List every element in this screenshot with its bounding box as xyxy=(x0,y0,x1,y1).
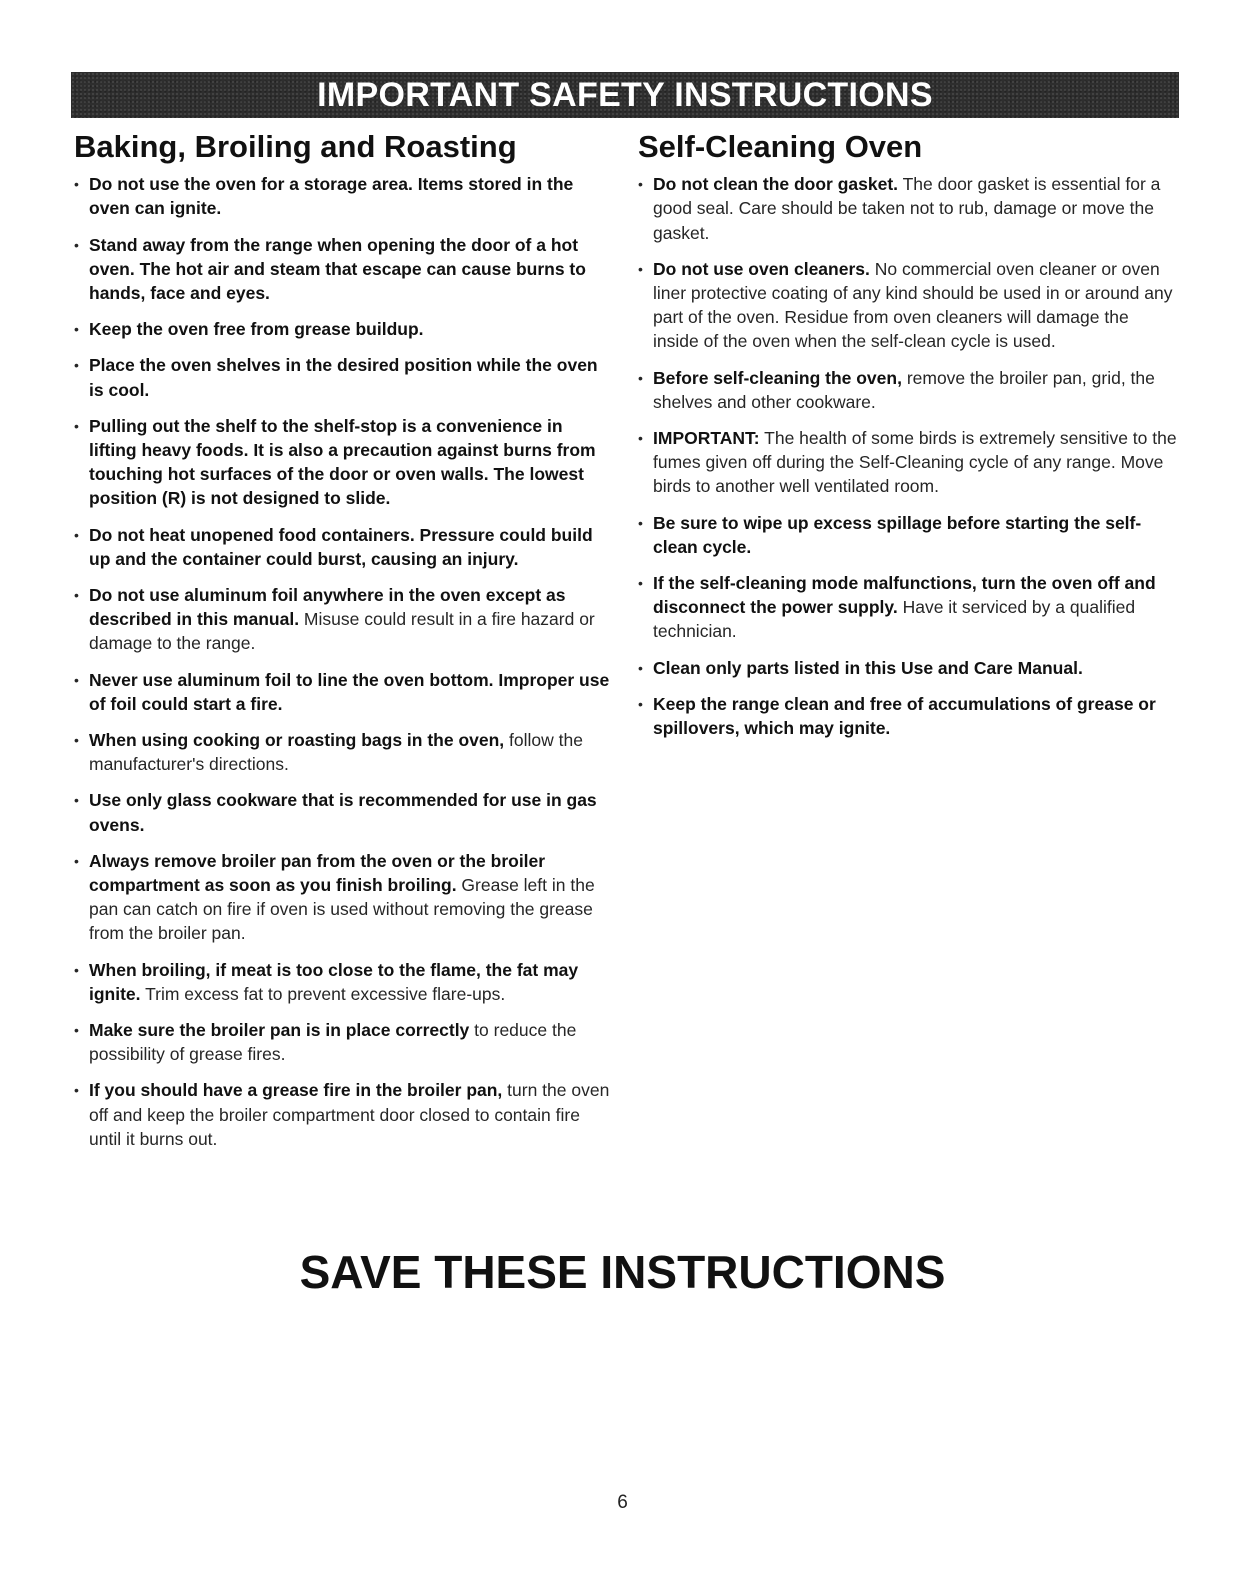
bullet-icon: • xyxy=(74,671,79,688)
instruction-item xyxy=(74,1078,614,1151)
instruction-item xyxy=(638,366,1178,414)
instruction-item xyxy=(74,728,614,776)
instruction-bold-text: IMPORTANT: xyxy=(653,428,760,449)
instruction-text: to reduce the possibility of grease fires. xyxy=(89,1020,577,1065)
instruction-bold-text: Pulling out the shelf to the shelf-stop is a convenience in lifting heavy foods. It is also a precaution against burns from touching hot surfaces of the door or oven walls. The lowest position (R) is not designed to slide. xyxy=(89,415,596,509)
instruction-bold-text: Be sure to wipe up excess spillage before starting the self-clean cycle. xyxy=(653,512,1142,557)
instruction-item xyxy=(74,523,614,571)
instruction-bold-text: Clean only parts listed in this Use and Care Manual. xyxy=(653,657,1083,678)
bullet-icon: • xyxy=(638,695,643,712)
instruction-bold-text: Do not use the oven for a storage area. Items stored in the oven can ignite. xyxy=(89,174,574,219)
bullet-icon: • xyxy=(74,852,79,869)
instruction-bold-text: When using cooking or roasting bags in the oven, xyxy=(89,730,505,751)
bullet-icon: • xyxy=(638,260,643,277)
baking-broiling-roasting-section xyxy=(74,128,614,1163)
save-these-instructions: SAVE THESE INSTRUCTIONS xyxy=(299,1246,946,1298)
bullet-icon: • xyxy=(638,575,643,592)
instruction-item xyxy=(638,172,1178,245)
instruction-item xyxy=(74,317,614,341)
instruction-item xyxy=(74,414,614,511)
section-heading-baking: Baking, Broiling and Roasting xyxy=(74,129,517,164)
bullet-icon: • xyxy=(74,176,79,193)
instruction-bold-text: When broiling, if meat is too close to the flame, the fat may ignite. xyxy=(89,959,579,1004)
self-cleaning-instructions-list xyxy=(638,172,1178,740)
instruction-item xyxy=(638,257,1178,354)
instruction-item xyxy=(74,788,614,836)
bullet-icon: • xyxy=(74,357,79,374)
bullet-icon: • xyxy=(638,514,643,531)
page-number: 6 xyxy=(617,1492,628,1513)
instruction-bold-text: Do not use oven cleaners. xyxy=(653,258,870,279)
bullet-icon: • xyxy=(74,961,79,978)
instruction-text: Trim excess fat to prevent excessive flare-ups. xyxy=(140,983,506,1004)
bullet-icon: • xyxy=(74,587,79,604)
instruction-bold-text: Use only glass cookware that is recommended for use in gas ovens. xyxy=(89,790,597,835)
bullet-icon: • xyxy=(638,659,643,676)
bullet-icon: • xyxy=(74,792,79,809)
instruction-text: turn the oven off and keep the broiler compartment door closed to contain fire until it burns out. xyxy=(89,1080,610,1149)
instruction-bold-text: Stand away from the range when opening the door of a hot oven. The hot air and steam that escape can cause burns to hands, face and eyes. xyxy=(89,234,586,303)
self-cleaning-oven-section xyxy=(638,128,1178,752)
bullet-icon: • xyxy=(74,1082,79,1099)
instruction-item xyxy=(638,656,1178,680)
instruction-item xyxy=(74,233,614,306)
instruction-text: follow the manufacturer's directions. xyxy=(89,730,583,775)
instruction-text: Have it serviced by a qualified technician. xyxy=(653,597,1136,642)
instruction-item xyxy=(74,172,614,220)
instruction-item xyxy=(638,571,1178,644)
instruction-text: No commercial oven cleaner or oven liner protective coating of any kind should be used in or around any part of the oven. Residue from oven cleaners will damage the inside of the oven when the self-clean cycle is used. xyxy=(653,258,1173,352)
instruction-item xyxy=(74,353,614,401)
instruction-text: Grease left in the pan can catch on fire if oven is used without removing the grease from the broiler pan. xyxy=(89,875,595,944)
instruction-bold-text: Keep the oven free from grease buildup. xyxy=(89,319,424,340)
instruction-text: remove the broiler pan, grid, the shelves and other cookware. xyxy=(653,367,1155,412)
instruction-bold-text: Always remove broiler pan from the oven or the broiler compartment as soon as you finish broiling. xyxy=(89,850,546,896)
safety-banner xyxy=(71,72,1179,118)
bullet-icon: • xyxy=(74,1022,79,1039)
instruction-text: Misuse could result in a fire hazard or damage to the range. xyxy=(89,609,595,654)
instruction-text: The door gasket is essential for a good seal. Care should be taken not to rub, damage or move the gasket. xyxy=(653,174,1161,243)
bullet-icon: • xyxy=(74,236,79,253)
bullet-icon: • xyxy=(74,732,79,749)
bullet-icon: • xyxy=(638,430,643,447)
instruction-bold-text: Make sure the broiler pan is in place correctly xyxy=(89,1020,470,1041)
instruction-item xyxy=(74,849,614,946)
bullet-icon: • xyxy=(638,176,643,193)
bullet-icon: • xyxy=(74,321,79,338)
instruction-bold-text: If you should have a grease fire in the broiler pan, xyxy=(89,1080,503,1101)
instruction-item xyxy=(638,426,1178,499)
instruction-bold-text: Keep the range clean and free of accumulations of grease or spillovers, which may ignite. xyxy=(653,693,1156,739)
bullet-icon: • xyxy=(74,417,79,434)
instruction-bold-text: Do not heat unopened food containers. Pressure could build up and the container could burst, causing an injury. xyxy=(89,524,593,569)
instruction-bold-text: Before self-cleaning the oven, xyxy=(653,367,902,388)
instruction-item xyxy=(638,692,1178,740)
section-heading-self-cleaning: Self-Cleaning Oven xyxy=(638,129,923,164)
instruction-bold-text: Do not use aluminum foil anywhere in the oven except as described in this manual. xyxy=(89,585,566,630)
instruction-item xyxy=(74,668,614,716)
instruction-bold-text: If the self-cleaning mode malfunctions, turn the oven off and disconnect the power supply. xyxy=(653,573,1156,618)
instruction-text: The health of some birds is extremely sensitive to the fumes given off during the Self-Cleaning cycle of any range. Move birds to another well ventilated room. xyxy=(653,428,1177,497)
instruction-bold-text: Place the oven shelves in the desired position while the oven is cool. xyxy=(89,355,598,400)
bullet-icon: • xyxy=(638,369,643,386)
instruction-item xyxy=(74,583,614,656)
instruction-bold-text: Do not clean the door gasket. xyxy=(653,174,899,195)
baking-instructions-list xyxy=(74,172,614,1151)
bullet-icon: • xyxy=(74,526,79,543)
instruction-item xyxy=(74,1018,614,1066)
instruction-item xyxy=(638,511,1178,559)
instruction-item xyxy=(74,958,614,1006)
banner-title: IMPORTANT SAFETY INSTRUCTIONS xyxy=(317,76,933,114)
instruction-bold-text: Never use aluminum foil to line the oven bottom. Improper use of foil could start a fire. xyxy=(89,669,610,714)
